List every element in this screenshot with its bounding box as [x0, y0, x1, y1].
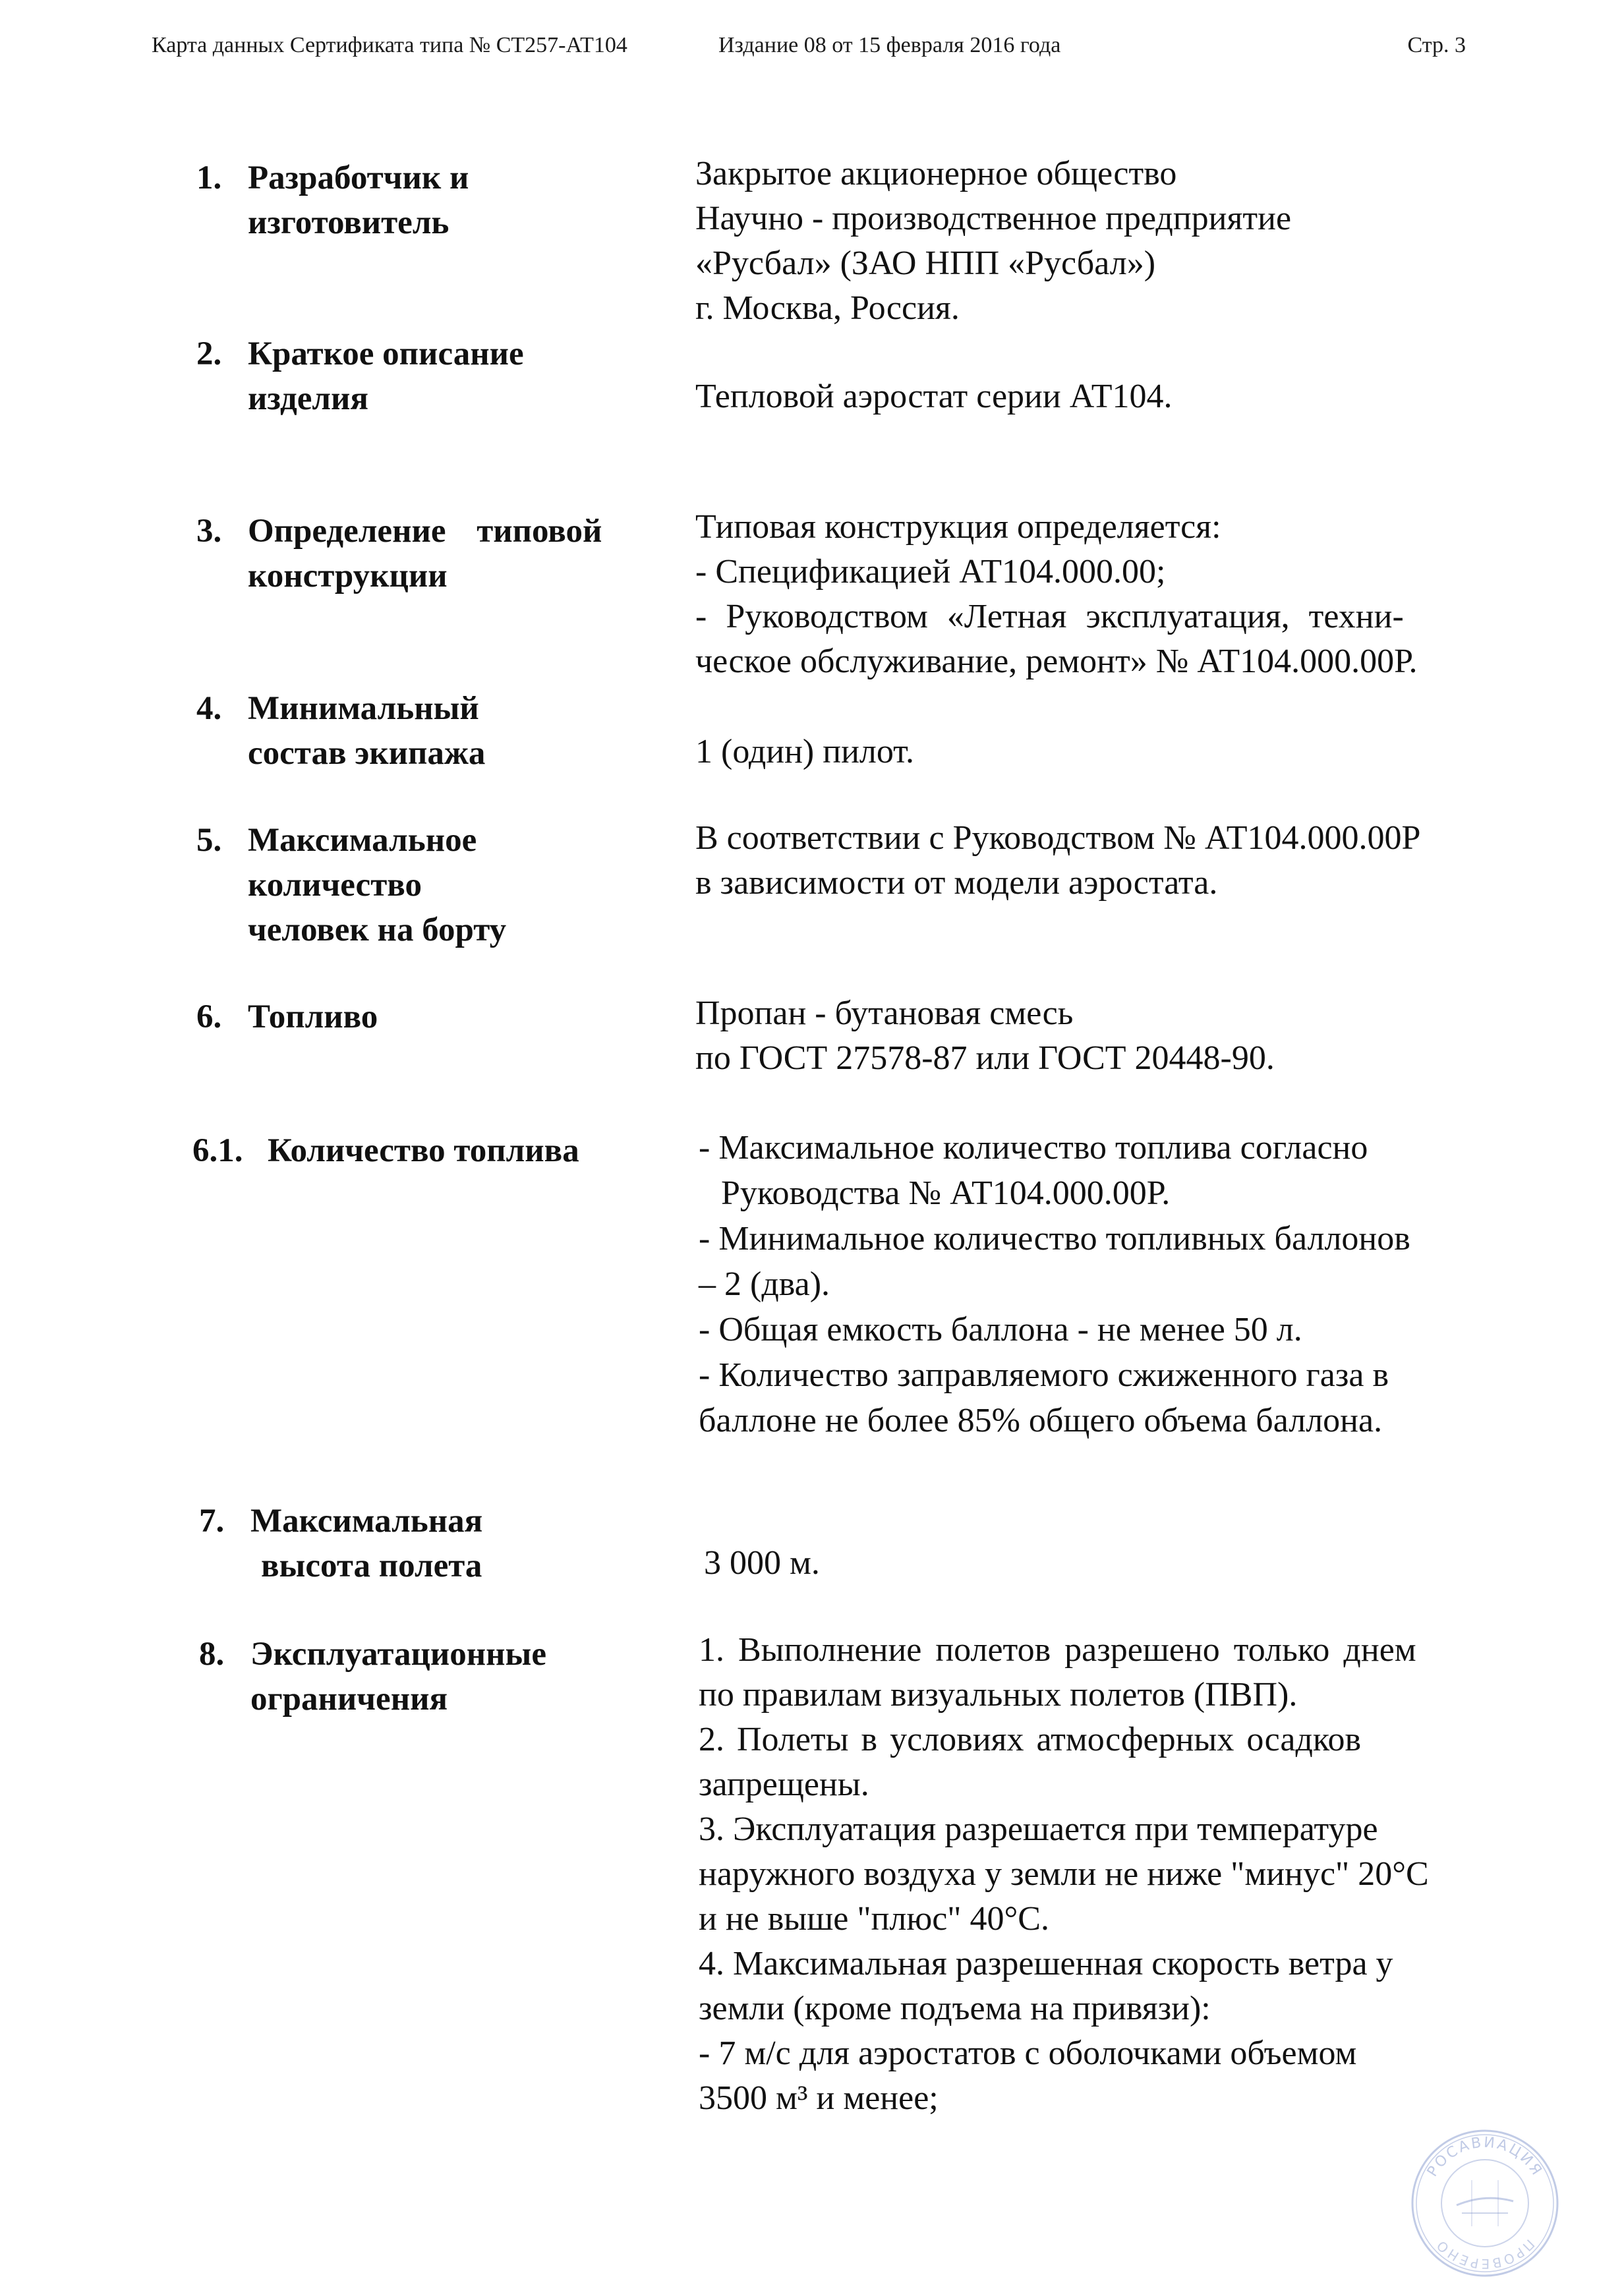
section-number: 3. [196, 513, 222, 550]
label-line: количество [248, 867, 422, 904]
label-line: Максимальная [250, 1503, 483, 1540]
value-line: – 2 (два). [699, 1265, 830, 1303]
card-title: Карта данных Сертификата типа № СТ257-АТ104 [152, 33, 627, 57]
section-value [699, 1125, 1529, 1443]
value-line: - Руководством «Летная эксплуатация, техни- [695, 598, 1404, 635]
value-line: Типовая конструкция определяется: [695, 508, 1221, 546]
label-line: ограничения [250, 1681, 448, 1717]
svg-text:РОСАВИАЦИЯ [1424, 2135, 1546, 2180]
section-value [695, 991, 1526, 1081]
label-line: Топливо [248, 998, 378, 1035]
edition-info: Издание 08 от 15 февраля 2016 года [718, 33, 1061, 57]
value-line: «Русбал» (ЗАО НПП «Русбал») [695, 245, 1156, 282]
value-line: - Общая емкость баллона - не менее 50 л. [699, 1311, 1302, 1348]
value-line: - Максимальное количество топлива согласно [699, 1129, 1368, 1167]
label-line: изготовитель [248, 204, 450, 241]
value-line: 3 000 м. [704, 1544, 820, 1582]
value-line: 4. Максимальная разрешенная скорость ветра у [699, 1945, 1393, 1982]
section-number: 5. [196, 822, 222, 859]
label-line: Максимальное [248, 822, 477, 859]
section-number: 7. [199, 1503, 225, 1540]
value-line: Научно - производственное предприятие [695, 200, 1292, 237]
section-number: 2. [196, 335, 222, 372]
label-line: Краткое описание [248, 335, 524, 372]
label-line: состав экипажа [248, 735, 486, 772]
value-line: наружного воздуха у земли не ниже "минус" 20°С [699, 1855, 1429, 1893]
value-line: и не выше "плюс" 40°С. [699, 1900, 1049, 1938]
value-line: 3500 м³ и менее; [699, 2079, 939, 2117]
section-number: 4. [196, 690, 222, 727]
value-line: 3. Эксплуатация разрешается при температуре [699, 1810, 1378, 1848]
value-line: Руководства № АТ104.000.00Р. [721, 1174, 1171, 1212]
value-line: по правилам визуальных полетов (ПВП). [699, 1676, 1298, 1714]
value-line: Закрытое акционерное общество [695, 155, 1177, 192]
value-line: в зависимости от модели аэростата. [695, 864, 1218, 902]
value-line: 1. Выполнение полетов разрешено только днем [699, 1631, 1416, 1669]
label-line: изделия [248, 380, 368, 417]
value-line: - Количество заправляемого сжиженного газа в [699, 1356, 1389, 1394]
label-line: Количество топлива [268, 1132, 579, 1169]
value-line: В соответствии с Руководством № АТ104.000.00Р [695, 819, 1421, 857]
label-line: Разработчик и [248, 159, 469, 196]
section-value [695, 374, 1526, 419]
value-line: - Минимальное количество топливных баллонов [699, 1220, 1410, 1257]
value-line: Пропан - бутановая смесь [695, 995, 1074, 1032]
section-value [695, 505, 1526, 684]
label-line: Минимальный [248, 690, 479, 727]
label-line: человек на борту [248, 911, 507, 948]
value-line: земли (кроме подъема на привязи): [699, 1990, 1211, 2027]
section-value [695, 152, 1526, 331]
value-line: по ГОСТ 27578-87 или ГОСТ 20448-90. [695, 1039, 1275, 1077]
stamp-seal [1409, 2127, 1561, 2279]
value-line: г. Москва, Россия. [695, 289, 960, 327]
section-number: 8. [199, 1636, 225, 1673]
section-value [695, 730, 1526, 774]
section-value [695, 816, 1526, 906]
value-line: - 7 м/с для аэростатов с оболочками объемом [699, 2034, 1357, 2072]
stamp-top-text: РОСАВИАЦИЯ [1424, 2134, 1546, 2180]
page-number: Стр. 3 [1407, 33, 1466, 57]
label-line: Определение типовой [248, 513, 602, 550]
section-value [699, 1628, 1529, 2121]
value-line: - Спецификацией АТ104.000.00; [695, 553, 1166, 591]
label-line: высота полета [261, 1547, 482, 1584]
value-line: 1 (один) пилот. [695, 733, 914, 770]
section-number: 6.1. [192, 1132, 243, 1169]
section-value [704, 1541, 1534, 1586]
value-line: баллоне не более 85% общего объема баллона. [699, 1402, 1383, 1439]
label-line: Эксплуатационные [250, 1636, 547, 1673]
value-line: 2. Полеты в условиях атмосферных осадков [699, 1721, 1362, 1758]
section-number: 6. [196, 998, 222, 1035]
section-number: 1. [196, 159, 222, 196]
label-line: конструкции [248, 558, 448, 594]
page-header [152, 33, 1466, 72]
stamp-bottom-text: ПРОВЕРЕНО [1432, 2236, 1538, 2272]
value-line: ческое обслуживание, ремонт» № АТ104.000.00Р. [695, 643, 1418, 680]
value-line: Тепловой аэростат серии АТ104. [695, 378, 1173, 415]
value-line: запрещены. [699, 1766, 869, 1803]
